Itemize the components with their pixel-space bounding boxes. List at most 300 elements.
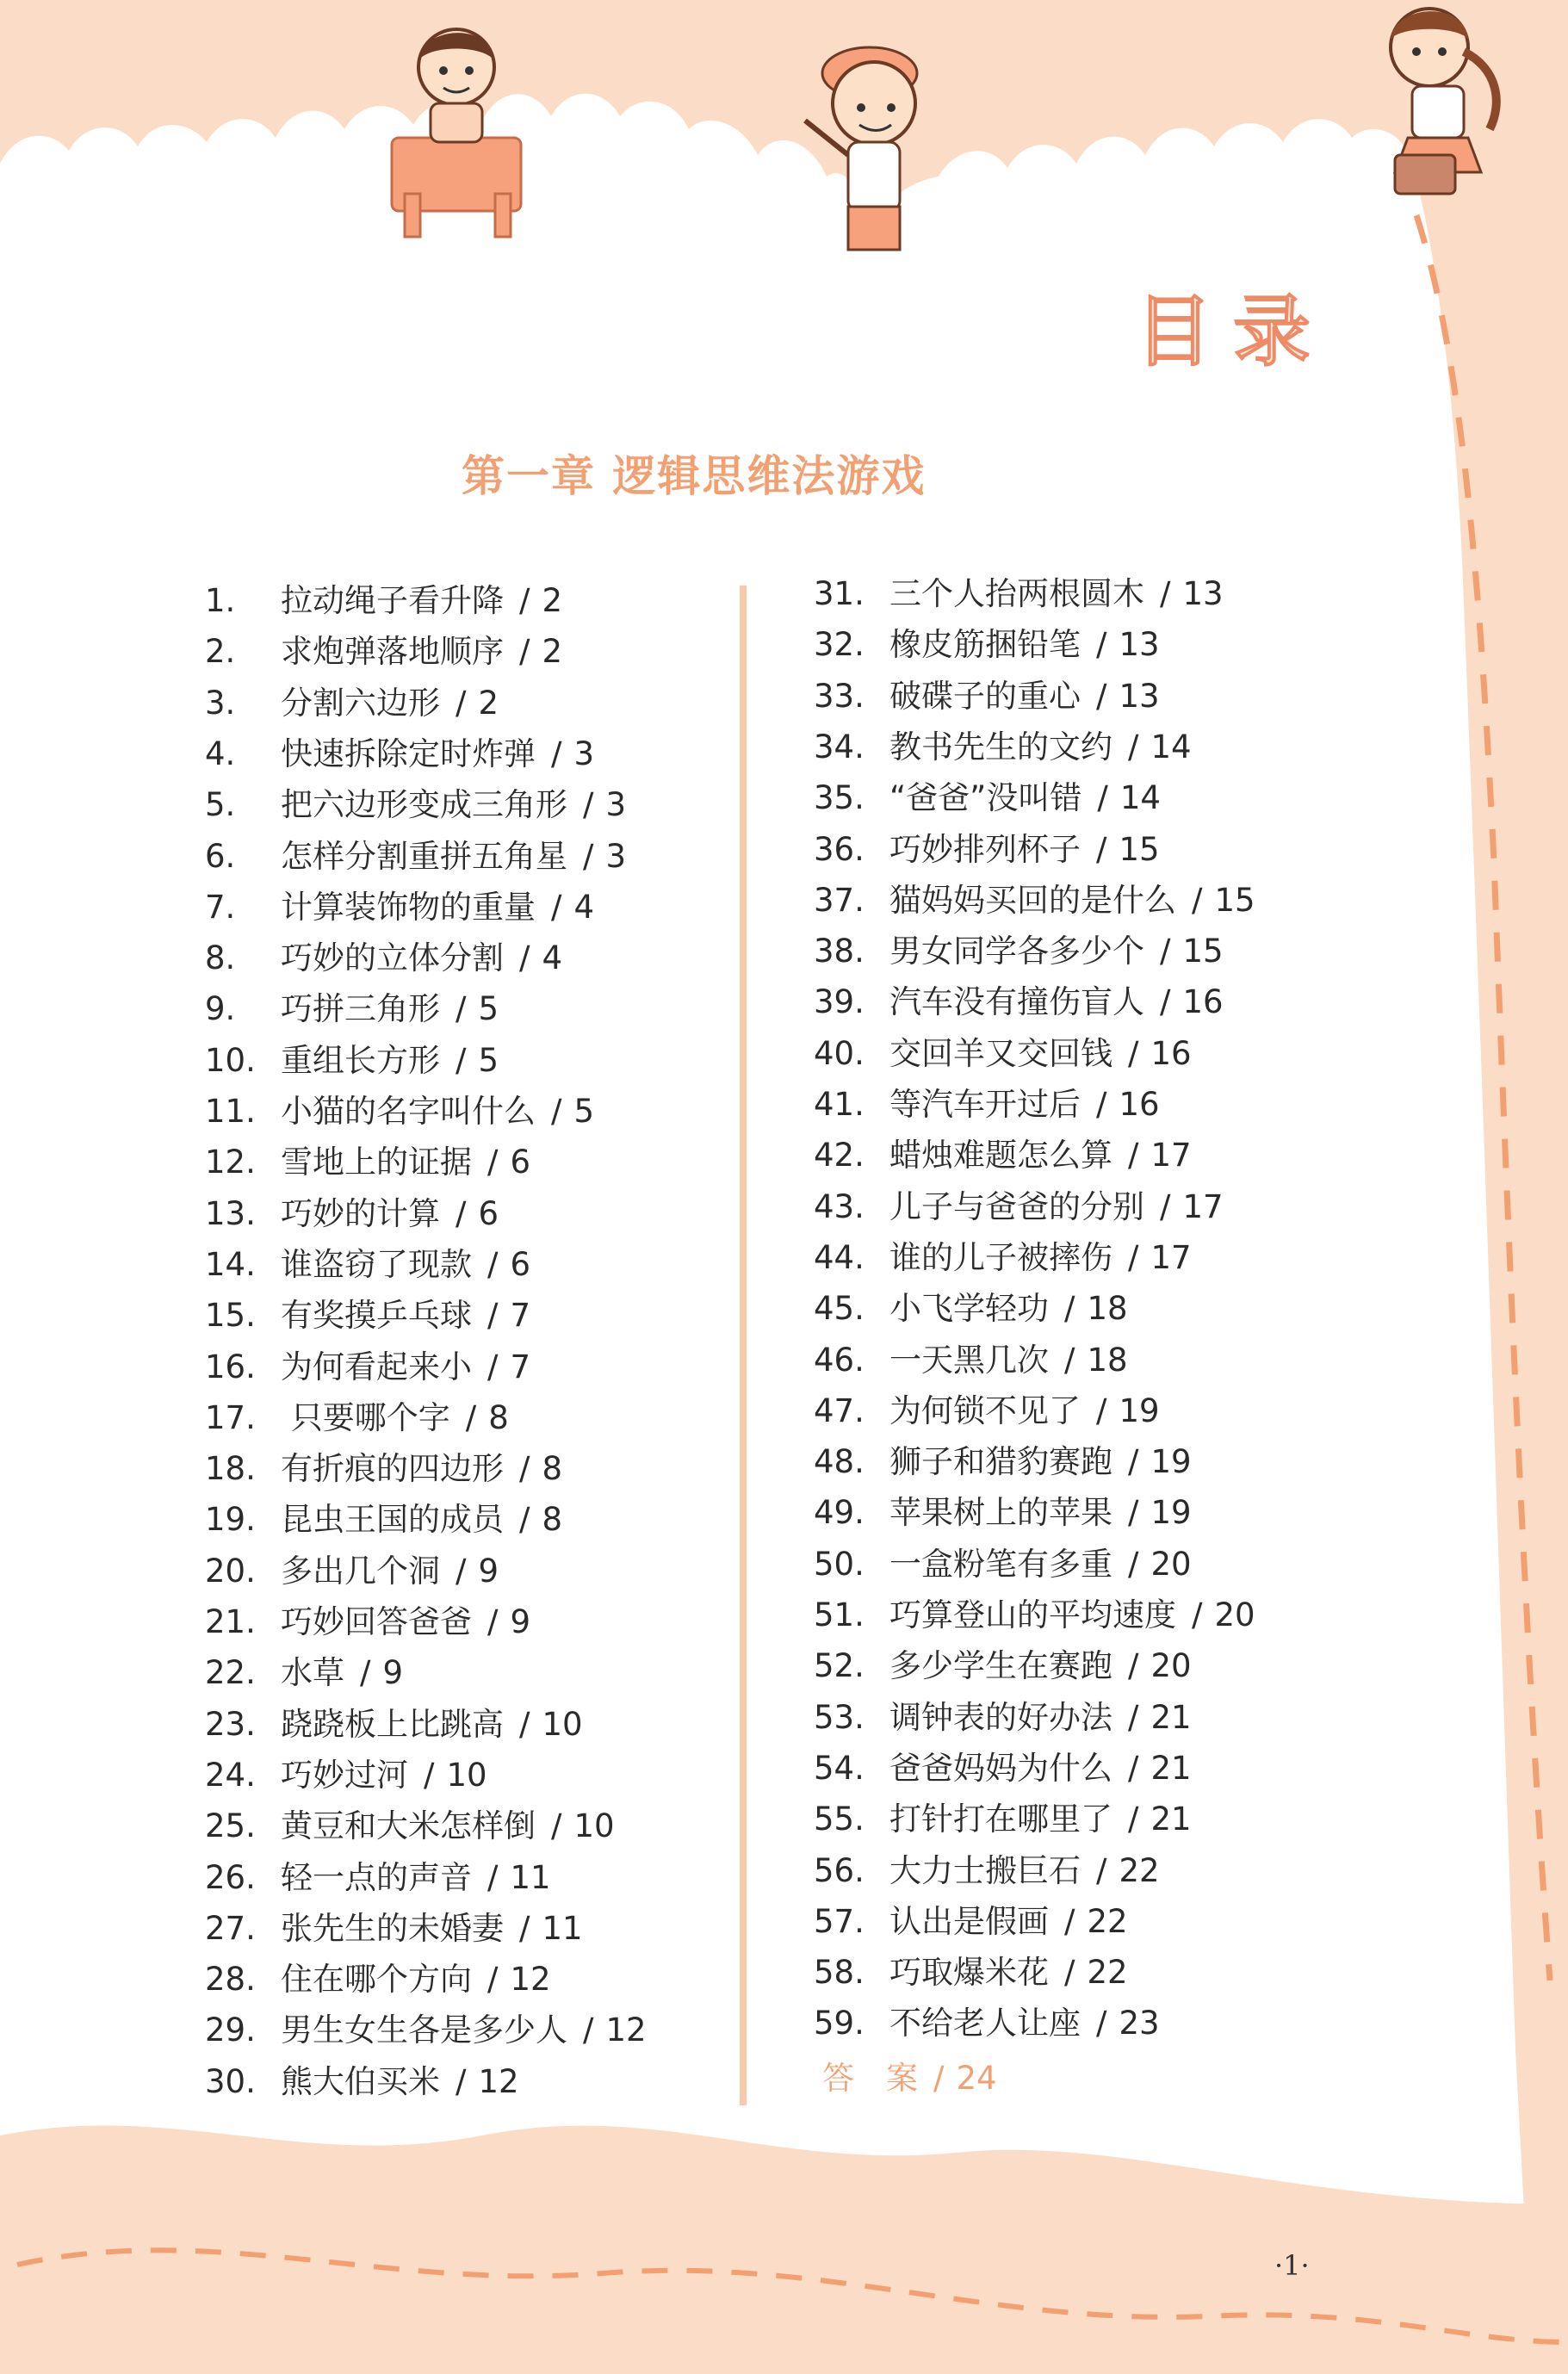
entry-number: 55.	[814, 1801, 865, 1838]
entry-page: 8	[488, 1398, 509, 1436]
separator: /	[551, 1807, 562, 1845]
entry-number: 34.	[814, 728, 865, 766]
entry-page: 11	[510, 1858, 551, 1896]
separator: /	[1096, 830, 1107, 868]
separator: /	[551, 888, 562, 926]
entry-page: 13	[1119, 677, 1160, 715]
entry-number: 9.	[205, 990, 236, 1028]
toc-entry[interactable]	[205, 582, 562, 620]
entry-title: 巧妙排列杯子	[889, 830, 1081, 868]
entry-page: 17	[1182, 1187, 1224, 1225]
entry-page: 8	[542, 1501, 563, 1539]
entry-number: 50.	[814, 1545, 865, 1583]
toc-entry[interactable]	[205, 1603, 530, 1641]
entry-title: 计算装饰物的重量	[281, 888, 536, 926]
separator: /	[1097, 779, 1108, 817]
entry-page: 5	[573, 1093, 595, 1130]
entry-page: 2	[542, 582, 563, 619]
toc-entry[interactable]	[814, 678, 1160, 716]
toc-entry[interactable]	[814, 933, 1224, 970]
separator: /	[424, 1756, 435, 1794]
separator: /	[519, 1909, 530, 1947]
separator: /	[1128, 728, 1139, 766]
entry-title: 男生女生各是多少人	[281, 2011, 567, 2049]
entry-title: 调钟表的好办法	[889, 1698, 1112, 1736]
separator: /	[487, 1245, 499, 1283]
separator: /	[487, 1297, 499, 1335]
entry-page: 5	[478, 1041, 499, 1079]
separator: /	[465, 1398, 477, 1436]
entry-title: 巧拼三角形	[281, 990, 440, 1028]
separator: /	[519, 582, 530, 619]
separator: /	[1160, 1187, 1171, 1225]
entry-title: 张先生的未婚妻	[281, 1909, 504, 1947]
separator: /	[1128, 1034, 1139, 1072]
toc-entry[interactable]	[814, 1188, 1224, 1226]
separator: /	[519, 1705, 530, 1743]
separator: /	[519, 1501, 530, 1539]
toc-entry[interactable]	[205, 1399, 509, 1437]
entry-title: 只要哪个字	[281, 1398, 450, 1436]
toc-entry[interactable]	[205, 1501, 562, 1539]
toc-entry[interactable]	[205, 1348, 530, 1386]
entry-number: 42.	[814, 1137, 865, 1175]
entry-number: 53.	[814, 1698, 865, 1736]
entry-title: 男女同学各多少个	[889, 933, 1144, 970]
separator: /	[1128, 1647, 1139, 1685]
separator: /	[1128, 1494, 1139, 1532]
entry-page: 14	[1150, 728, 1192, 766]
separator: /	[1192, 881, 1203, 919]
entry-page: 16	[1182, 983, 1224, 1021]
separator: /	[1096, 626, 1107, 664]
toc-entry[interactable]	[814, 1494, 1192, 1532]
toc-entry[interactable]	[205, 2011, 647, 2049]
entry-page: 15	[1119, 830, 1160, 868]
toc-entry[interactable]	[205, 1910, 583, 1948]
entry-number: 19.	[205, 1501, 256, 1539]
entry-title: 求炮弹落地顺序	[281, 633, 504, 671]
entry-page: 7	[510, 1297, 531, 1335]
toc-entry[interactable]	[814, 575, 1224, 613]
entry-number: 16.	[205, 1348, 256, 1385]
entry-page: 5	[478, 990, 499, 1028]
toc-entry[interactable]	[205, 1807, 615, 1845]
entry-page: 9	[510, 1603, 531, 1640]
toc-entry[interactable]	[814, 1596, 1255, 1634]
entry-title: 破碟子的重心	[889, 677, 1081, 715]
separator: /	[456, 990, 467, 1028]
entry-title: 一盒粉笔有多重	[889, 1545, 1112, 1583]
entry-title: 苹果树上的苹果	[889, 1494, 1112, 1532]
entry-number: 52.	[814, 1647, 865, 1685]
separator: /	[1096, 677, 1107, 715]
toc-entry[interactable]	[814, 2005, 1160, 2042]
toc-entry[interactable]	[814, 1954, 1128, 1992]
entry-title: 巧妙的计算	[281, 1194, 440, 1232]
entry-page: 3	[605, 837, 627, 875]
entry-page: 22	[1119, 1851, 1160, 1889]
separator: /	[1128, 1443, 1139, 1481]
toc-entry[interactable]	[205, 685, 499, 722]
entry-title: 水草	[281, 1654, 344, 1692]
entry-number: 12.	[205, 1144, 256, 1181]
entry-number: 10.	[205, 1041, 256, 1079]
toc-entry[interactable]	[205, 1654, 403, 1692]
entry-title: 打针打在哪里了	[889, 1801, 1112, 1838]
separator: /	[456, 1041, 467, 1079]
entry-title: 巧妙过河	[281, 1756, 408, 1794]
entry-title: 雪地上的证据	[281, 1144, 472, 1181]
entry-number: 1.	[205, 582, 236, 619]
entry-title: 分割六边形	[281, 684, 440, 722]
entry-number: 47.	[814, 1392, 865, 1429]
toc-entry[interactable]	[814, 1801, 1192, 1838]
entry-title: 等汽车开过后	[889, 1086, 1081, 1123]
entry-page: 16	[1119, 1086, 1160, 1123]
toc-entry[interactable]	[205, 1450, 562, 1488]
entry-title: 小猫的名字叫什么	[281, 1093, 536, 1130]
entry-title: 多少学生在赛跑	[889, 1647, 1112, 1685]
separator: /	[933, 2060, 945, 2097]
separator: /	[456, 1194, 467, 1232]
separator: /	[1160, 933, 1171, 970]
answers-page: 24	[956, 2060, 997, 2097]
toc-entry[interactable]	[814, 983, 1224, 1021]
entry-page: 13	[1119, 626, 1160, 664]
toc-entry[interactable]	[814, 1342, 1128, 1379]
entry-page: 6	[510, 1245, 531, 1283]
separator: /	[1128, 1545, 1139, 1583]
entry-page: 20	[1150, 1545, 1192, 1583]
separator: /	[487, 1603, 499, 1640]
entry-number: 49.	[814, 1494, 865, 1532]
entry-page: 20	[1214, 1596, 1255, 1633]
entry-page: 15	[1182, 933, 1224, 970]
entry-title: 巧算登山的平均速度	[889, 1596, 1176, 1633]
entry-number: 39.	[814, 983, 865, 1021]
entry-page: 19	[1119, 1392, 1160, 1429]
toc-entry[interactable]	[205, 786, 626, 824]
toc-entry[interactable]	[205, 633, 562, 671]
separator: /	[487, 1961, 499, 1999]
separator: /	[360, 1654, 371, 1692]
entry-number: 33.	[814, 677, 865, 715]
entry-page: 17	[1150, 1238, 1192, 1276]
toc-entry[interactable]	[814, 1239, 1192, 1277]
entry-number: 8.	[205, 939, 236, 977]
entry-title: 狮子和猎豹赛跑	[889, 1443, 1112, 1481]
separator: /	[583, 2011, 594, 2049]
entry-page: 4	[542, 939, 563, 977]
toc-entry[interactable]	[205, 1961, 551, 1999]
toc-entry[interactable]	[814, 1392, 1160, 1430]
entry-number: 54.	[814, 1749, 865, 1787]
entry-page: 10	[446, 1756, 487, 1794]
toc-entry[interactable]	[205, 1553, 499, 1590]
entry-title: 重组长方形	[281, 1041, 440, 1079]
entry-title: “爸爸”没叫错	[889, 779, 1082, 817]
toc-entry[interactable]	[814, 1903, 1128, 1941]
entry-number: 37.	[814, 881, 865, 919]
entry-page: 16	[1150, 1034, 1192, 1072]
entry-page: 12	[510, 1961, 551, 1999]
toc-entry[interactable]	[205, 2063, 519, 2101]
entry-number: 5.	[205, 786, 236, 824]
toc-entry[interactable]	[814, 1443, 1192, 1481]
entry-number: 18.	[205, 1450, 256, 1488]
entry-page: 2	[478, 684, 499, 722]
separator: /	[1192, 1596, 1203, 1633]
entry-title: 小飞学轻功	[889, 1290, 1049, 1328]
entry-title: 教书先生的文约	[889, 728, 1112, 766]
entry-number: 24.	[205, 1756, 256, 1794]
entry-page: 9	[478, 1552, 499, 1590]
running-girl-illustration	[1391, 9, 1497, 194]
entry-page: 21	[1150, 1749, 1192, 1787]
entry-number: 56.	[814, 1851, 865, 1889]
toc-entry[interactable]	[814, 1035, 1192, 1073]
entry-page: 6	[478, 1194, 499, 1232]
entry-number: 48.	[814, 1443, 865, 1481]
toc-entry[interactable]	[814, 1852, 1160, 1890]
entry-page: 21	[1150, 1801, 1192, 1838]
toc-entry[interactable]	[814, 779, 1161, 817]
entry-title: 轻一点的声音	[281, 1858, 472, 1896]
toc-entry[interactable]	[814, 1699, 1192, 1737]
entry-page: 4	[573, 888, 595, 926]
toc-entry[interactable]	[205, 1093, 594, 1131]
separator: /	[1128, 1749, 1139, 1787]
entry-number: 11.	[205, 1093, 256, 1130]
entry-number: 17.	[205, 1398, 256, 1436]
toc-entry[interactable]	[205, 990, 499, 1028]
entry-title: 汽车没有撞伤盲人	[889, 983, 1144, 1021]
entry-page: 8	[542, 1450, 563, 1488]
toc-entry[interactable]	[205, 1246, 530, 1284]
toc-entry[interactable]	[814, 626, 1160, 664]
separator: /	[487, 1858, 499, 1896]
entry-title: 快速拆除定时炸弹	[281, 735, 536, 772]
entry-page: 18	[1087, 1290, 1128, 1328]
toc-entry[interactable]	[205, 939, 562, 977]
entry-title: 巧妙的立体分割	[281, 939, 504, 977]
entry-number: 45.	[814, 1290, 865, 1328]
toc-entry[interactable]	[814, 1750, 1192, 1788]
toc-entry[interactable]	[205, 1757, 487, 1794]
entry-title: 有折痕的四边形	[281, 1450, 504, 1488]
entry-title: 巧取爆米花	[889, 1954, 1049, 1992]
separator: /	[456, 1552, 467, 1590]
entry-number: 13.	[205, 1194, 256, 1232]
entry-number: 15.	[205, 1297, 256, 1335]
entry-page: 9	[382, 1654, 404, 1692]
toc-entry[interactable]	[814, 728, 1192, 766]
entry-page: 20	[1150, 1647, 1192, 1685]
separator: /	[1096, 1086, 1107, 1123]
entry-title: 蜡烛难题怎么算	[889, 1137, 1112, 1175]
entry-title: 把六边形变成三角形	[281, 786, 567, 824]
answers-label: 答 案	[822, 2060, 918, 2097]
entry-number: 3.	[205, 684, 236, 722]
page-title: 目录	[1135, 287, 1331, 377]
toc-entry[interactable]	[205, 1297, 530, 1335]
toc-entry[interactable]	[205, 1195, 499, 1233]
page-number: ·1·	[1274, 2249, 1310, 2282]
entry-page: 19	[1150, 1494, 1192, 1532]
entry-title: 儿子与爸爸的分别	[889, 1187, 1144, 1225]
separator: /	[519, 1450, 530, 1488]
entry-page: 3	[573, 735, 595, 772]
entry-title: 认出是假画	[889, 1902, 1049, 1940]
separator: /	[551, 735, 562, 772]
entry-number: 59.	[814, 2005, 865, 2042]
entry-number: 23.	[205, 1705, 256, 1743]
toc-entry[interactable]	[205, 889, 594, 927]
toc-entry[interactable]	[814, 1137, 1192, 1175]
separator: /	[1128, 1238, 1139, 1276]
separator: /	[519, 939, 530, 977]
entry-number: 28.	[205, 1961, 256, 1999]
entry-number: 2.	[205, 633, 236, 671]
entry-page: 22	[1087, 1954, 1128, 1992]
toc-entry[interactable]	[814, 1290, 1128, 1328]
entry-title: 一天黑几次	[889, 1341, 1049, 1379]
entry-title: 有奖摸乒乓球	[281, 1297, 472, 1335]
entry-title: 为何看起来小	[281, 1348, 472, 1385]
separator: /	[1064, 1341, 1075, 1379]
entry-number: 44.	[814, 1238, 865, 1276]
entry-title: 熊大伯买米	[281, 2062, 440, 2100]
entry-number: 4.	[205, 735, 236, 772]
entry-number: 36.	[814, 830, 865, 868]
entry-number: 6.	[205, 837, 236, 875]
entry-page: 14	[1119, 779, 1161, 817]
separator: /	[1128, 1698, 1139, 1736]
toc-entry[interactable]	[205, 1859, 551, 1897]
separator: /	[551, 1093, 562, 1130]
separator: /	[1064, 1290, 1075, 1328]
entry-number: 41.	[814, 1086, 865, 1123]
entry-number: 31.	[814, 575, 865, 612]
entry-number: 29.	[205, 2011, 256, 2049]
entry-title: 猫妈妈买回的是什么	[889, 881, 1176, 919]
toc-answers-entry[interactable]	[822, 2060, 997, 2098]
entry-title: 怎样分割重拼五角星	[281, 837, 567, 875]
entry-page: 15	[1214, 881, 1255, 919]
toc-entry[interactable]	[814, 1546, 1192, 1584]
entry-title: 昆虫王国的成员	[281, 1501, 504, 1539]
entry-title: 住在哪个方向	[281, 1961, 472, 1999]
separator: /	[1160, 983, 1171, 1021]
entry-number: 40.	[814, 1034, 865, 1072]
entry-page: 18	[1087, 1341, 1128, 1379]
entry-page: 12	[605, 2011, 647, 2049]
entry-title: 跷跷板上比跳高	[281, 1705, 504, 1743]
entry-page: 13	[1182, 575, 1224, 612]
entry-number: 14.	[205, 1245, 256, 1283]
entry-page: 17	[1150, 1137, 1192, 1175]
entry-number: 20.	[205, 1552, 256, 1590]
entry-title: 三个人抬两根圆木	[889, 575, 1144, 612]
toc-entry[interactable]	[814, 1647, 1192, 1685]
entry-page: 10	[542, 1705, 583, 1743]
toc-entry[interactable]	[205, 735, 594, 773]
entry-number: 51.	[814, 1596, 865, 1633]
separator: /	[487, 1144, 499, 1181]
entry-title: 巧妙回答爸爸	[281, 1603, 472, 1640]
separator: /	[456, 2062, 467, 2100]
entry-page: 19	[1150, 1443, 1192, 1481]
entry-page: 23	[1119, 2005, 1160, 2042]
entry-title: 为何锁不见了	[889, 1392, 1081, 1429]
entry-page: 6	[510, 1144, 531, 1181]
separator: /	[583, 786, 594, 824]
chapter-title: 第一章 逻辑思维法游戏	[462, 451, 927, 501]
entry-number: 58.	[814, 1954, 865, 1992]
entry-page: 12	[478, 2062, 519, 2100]
separator: /	[456, 684, 467, 722]
entry-number: 43.	[814, 1187, 865, 1225]
entry-title: 橡皮筋捆铅笔	[889, 626, 1081, 664]
entry-title: 谁的儿子被摔伤	[889, 1238, 1112, 1276]
entry-number: 27.	[205, 1909, 256, 1947]
toc-entry[interactable]	[205, 838, 626, 876]
entry-number: 26.	[205, 1858, 256, 1896]
entry-page: 7	[510, 1348, 531, 1385]
toc-entry[interactable]	[205, 1042, 499, 1080]
separator: /	[1128, 1137, 1139, 1175]
entry-number: 25.	[205, 1807, 256, 1845]
toc-entry[interactable]	[814, 882, 1255, 920]
entry-title: 谁盗窃了现款	[281, 1245, 472, 1283]
toc-entry[interactable]	[814, 1086, 1160, 1124]
entry-page: 11	[542, 1909, 583, 1947]
entry-page: 3	[605, 786, 627, 824]
entry-page: 10	[573, 1807, 615, 1845]
entry-number: 22.	[205, 1654, 256, 1692]
separator: /	[519, 633, 530, 671]
toc-entry[interactable]	[814, 831, 1160, 869]
separator: /	[1128, 1801, 1139, 1838]
entry-number: 46.	[814, 1341, 865, 1379]
entry-title: 爸爸妈妈为什么	[889, 1749, 1112, 1787]
separator: /	[583, 837, 594, 875]
separator: /	[1064, 1902, 1075, 1940]
separator: /	[487, 1348, 499, 1385]
entry-number: 32.	[814, 626, 865, 664]
entry-number: 35.	[814, 779, 865, 817]
entry-number: 57.	[814, 1902, 865, 1940]
entry-title: 黄豆和大米怎样倒	[281, 1807, 536, 1845]
toc-entry[interactable]	[205, 1144, 530, 1181]
entry-page: 22	[1087, 1902, 1128, 1940]
entry-title: 交回羊又交回钱	[889, 1034, 1112, 1072]
separator: /	[1096, 2005, 1107, 2042]
separator: /	[1064, 1954, 1075, 1992]
entry-title: 拉动绳子看升降	[281, 582, 504, 619]
entry-page: 2	[542, 633, 563, 671]
entry-number: 30.	[205, 2062, 256, 2100]
separator: /	[1160, 575, 1171, 612]
entry-title: 不给老人让座	[889, 2005, 1081, 2042]
entry-number: 38.	[814, 933, 865, 970]
entry-page: 21	[1150, 1698, 1192, 1736]
entry-number: 21.	[205, 1603, 256, 1640]
toc-entry[interactable]	[205, 1706, 583, 1744]
entry-title: 多出几个洞	[281, 1552, 440, 1590]
separator: /	[1096, 1851, 1107, 1889]
